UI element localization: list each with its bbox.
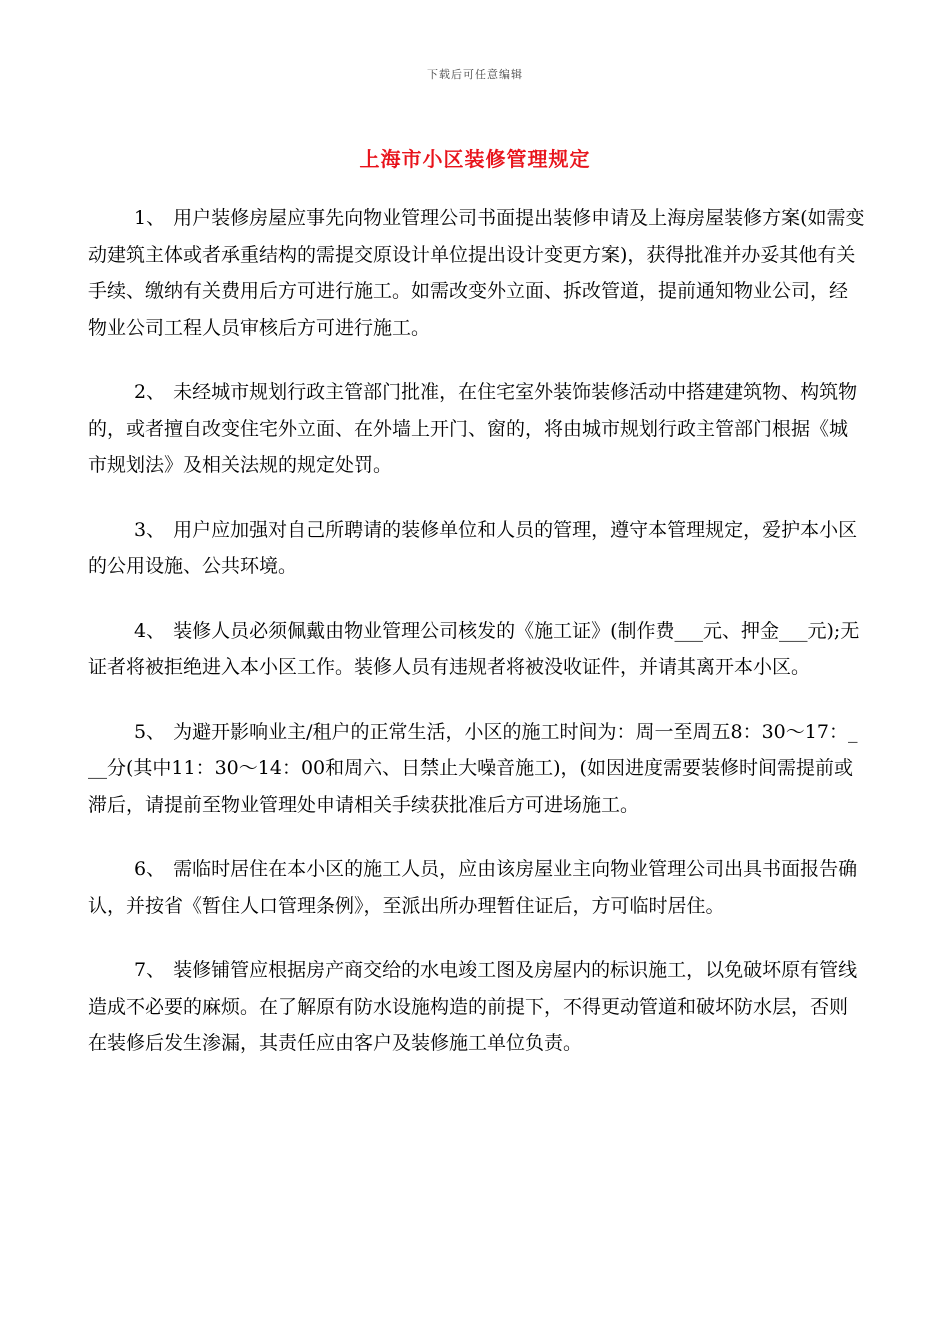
paragraph-text: 装修人员必须佩戴由物业管理公司核发的《施工证》(制作费___元、押金___元);无证者将被拒绝进入本小区工作。装修人员有违规者将被没收证件，并请其离开本小区。 [88, 619, 860, 678]
paragraph-7 [88, 952, 866, 1062]
header-note: 下载后可任意编辑 [427, 68, 523, 81]
paragraph-number: 2、 [134, 381, 166, 403]
paragraph-text: 用户应加强对自己所聘请的装修单位和人员的管理，遵守本管理规定，爱护本小区的公用设施、公共环境。 [88, 518, 858, 577]
document-title: 上海市小区装修管理规定 [359, 147, 591, 171]
paragraph-number: 7、 [134, 959, 166, 981]
paragraph-number: 4、 [134, 619, 166, 642]
paragraph-2 [88, 374, 866, 484]
paragraph-number: 1、 [134, 207, 166, 229]
paragraph-3 [88, 512, 866, 585]
paragraph-number: 6、 [134, 858, 166, 880]
paragraph-4 [88, 613, 866, 686]
paragraph-text: 未经城市规划行政主管部门批准，在住宅室外装饰装修活动中搭建建筑物、构筑物的，或者擅自改变住宅外立面、在外墙上开门、窗的，将由城市规划行政主管部门根据《城市规划法》及相关法规的规定处罚。 [88, 381, 858, 476]
paragraph-5 [88, 714, 866, 824]
paragraph-1 [88, 200, 866, 346]
paragraph-text: 用户装修房屋应事先向物业管理公司书面提出装修申请及上海房屋装修方案(如需变动建筑主体或者承重结构的需提交原设计单位提出设计变更方案)，获得批准并办妥其他有关手续、缴纳有关费用后方可进行施工。如需改变外立面、拆改管道，提前通知物业公司，经物业公司工程人员审核后方可进行施工。 [88, 207, 865, 339]
paragraph-text: 为避开影响业主/租户的正常生活，小区的施工时间为：周一至周五8：30～17：___分(其中11：30～14：00和周六、日禁止大噪音施工)，(如因进度需要装修时间需提前或滞后，请提前至物业管理处申请相关手续获批准后方可进场施工。 [88, 720, 858, 816]
paragraph-text: 装修铺管应根据房产商交给的水电竣工图及房屋内的标识施工，以免破坏原有管线造成不必要的麻烦。在了解原有防水设施构造的前提下，不得更动管道和破坏防水层，否则在装修后发生渗漏，其责任应由客户及装修施工单位负责。 [88, 959, 858, 1054]
document-body [88, 200, 866, 1090]
paragraph-6 [88, 851, 866, 924]
paragraph-number: 5、 [134, 720, 166, 743]
paragraph-number: 3、 [134, 518, 166, 541]
paragraph-text: 需临时居住在本小区的施工人员，应由该房屋业主向物业管理公司出具书面报告确认，并按省《暂住人口管理条例》，至派出所办理暂住证后，方可临时居住。 [88, 858, 858, 917]
